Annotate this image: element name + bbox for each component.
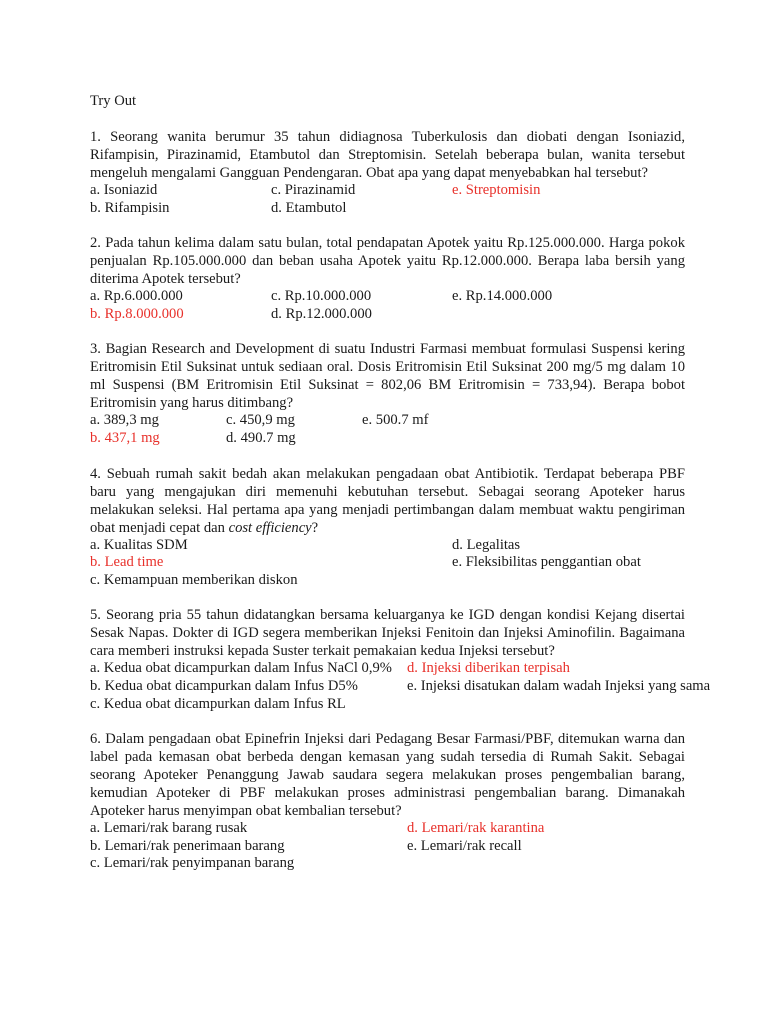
question-4-stem-end: ? xyxy=(311,519,319,536)
question-3-option-e: e. 500.7 mf xyxy=(362,412,429,429)
question-2-options-row-2 xyxy=(90,306,685,324)
question-3-options-row-1 xyxy=(90,412,685,430)
question-1-option-a: a. Isoniazid xyxy=(90,182,158,198)
question-3-option-c: c. 450,9 mg xyxy=(226,412,295,429)
question-5 xyxy=(90,606,711,713)
document-page xyxy=(90,92,711,890)
question-2-option-e: e. Rp.14.000.000 xyxy=(452,288,553,305)
question-3-option-a: a. 389,3 mg xyxy=(90,412,159,429)
question-1-option-e-correct: e. Streptomisin xyxy=(452,182,541,198)
question-5-options-row-3 xyxy=(90,696,685,714)
question-5-stem: 5. Seorang pria 55 tahun didatangkan bersama keluarganya ke IGD dengan kondisi Kejang disertai Sesak Napas. Dokter di IGD segera memberikan Injeksi Fenitoin dan Injeksi Aminofilin. Bagaimana cara memberi instruksi kepada Suster terkait pemakaian kedua Injeksi tersebut? xyxy=(90,607,685,660)
question-2-option-a: a. Rp.6.000.000 xyxy=(90,288,183,305)
question-5-option-d-correct: d. Injeksi diberikan terpisah xyxy=(407,660,570,677)
question-1-options-row-2 xyxy=(90,200,685,218)
question-6-options-row-2 xyxy=(90,838,685,856)
question-3-option-d: d. 490.7 mg xyxy=(226,429,296,446)
question-5-options-row-2 xyxy=(90,677,711,696)
question-2-option-b-correct: b. Rp.8.000.000 xyxy=(90,305,184,322)
question-4-option-a: a. Kualitas SDM xyxy=(90,536,188,553)
question-6-options-row-1 xyxy=(90,820,685,838)
question-6-option-a: a. Lemari/rak barang rusak xyxy=(90,820,248,837)
question-6-option-c: c. Lemari/rak penyimpanan barang xyxy=(90,855,295,872)
question-2-option-d: d. Rp.12.000.000 xyxy=(271,305,372,322)
question-4-option-c: c. Kemampuan memberikan diskon xyxy=(90,571,298,588)
question-1 xyxy=(90,128,685,217)
question-1-option-c: c. Pirazinamid xyxy=(271,182,356,198)
question-1-stem: 1. Seorang wanita berumur 35 tahun didiagnosa Tuberkulosis dan diobati dengan Isoniazid, Rifampisin, Pirazinamid, Etambutol dan Streptomisin. Setelah beberapa bulan, wanita tersebut mengeluh mengalami Gangguan Pendengaran. Obat apa yang dapat menyebabkan hal tersebut? xyxy=(90,129,685,181)
question-1-options-row-1 xyxy=(90,182,685,200)
question-1-option-d: d. Etambutol xyxy=(271,199,347,216)
question-4-stem-text: 4. Sebuah rumah sakit bedah akan melakukan pengadaan obat Antibiotik. Terdapat beberapa PBF baru yang mengajukan diri memenuhi kebutuhan tersebut. Sebagai seorang Apoteker harus melakukan seleksi. Hal pertama apa yang menjadi pertimbangan dalam membuat waktu pengiriman obat menjadi cepat dan xyxy=(90,465,685,536)
question-5-options-row-1 xyxy=(90,660,685,678)
question-6-stem: 6. Dalam pengadaan obat Epinefrin Injeksi dari Pedagang Besar Farmasi/PBF, ditemukan warna dan label pada kemasan obat berbeda dengan kemasan yang sudah tersedia di Rumah Sakit. Sebagai seorang Apoteker Penanggung Jawab saudara segera melakukan proses pengembalian barang, kemudian Apoteker di PBF melakukan proses administrasi pengembalian barang. Dimanakah Apoteker harus menyimpan obat kembalian tersebut? xyxy=(90,731,685,820)
question-4-options-row-1 xyxy=(90,537,685,555)
question-3 xyxy=(90,340,685,447)
document-title: Try Out xyxy=(90,93,137,109)
question-1-option-b: b. Rifampisin xyxy=(90,199,170,216)
question-4-option-e: e. Fleksibilitas penggantian obat xyxy=(452,554,641,571)
question-2-options-row-1 xyxy=(90,288,685,306)
question-2-option-c: c. Rp.10.000.000 xyxy=(271,288,372,305)
question-6 xyxy=(90,730,685,873)
question-5-option-e: e. Injeksi disatukan dalam wadah Injeksi yang sama xyxy=(407,677,711,694)
question-4-options-row-3 xyxy=(90,572,685,590)
question-6-option-d-correct: d. Lemari/rak karantina xyxy=(407,820,545,837)
question-6-options-row-3 xyxy=(90,855,685,873)
question-6-option-e: e. Lemari/rak recall xyxy=(407,837,522,854)
question-6-option-b: b. Lemari/rak penerimaan barang xyxy=(90,837,285,854)
question-5-option-a: a. Kedua obat dicampurkan dalam Infus NaCl 0,9% xyxy=(90,660,392,677)
question-4-stem-emphasis: cost efficiency xyxy=(228,519,312,536)
question-3-options-row-2 xyxy=(90,430,685,448)
question-3-option-b-correct: b. 437,1 mg xyxy=(90,429,160,446)
question-4 xyxy=(90,465,685,590)
question-4-options-row-2 xyxy=(90,554,685,572)
question-5-option-b: b. Kedua obat dicampurkan dalam Infus D5% xyxy=(90,677,358,694)
question-5-option-c: c. Kedua obat dicampurkan dalam Infus RL xyxy=(90,695,346,712)
question-4-stem xyxy=(90,465,685,537)
question-4-option-d: d. Legalitas xyxy=(452,536,521,553)
question-3-stem: 3. Bagian Research and Development di suatu Industri Farmasi membuat formulasi Suspensi kering Eritromisin Etil Suksinat untuk sediaan oral. Dosis Eritromisin Etil Suksinat 200 mg/5 mg dalam 10 ml Suspensi (BM Eritromisin Etil Suksinat = 802,06 BM Eritromisin = 733,94). Berapa bobot Eritromisin yang harus ditimbang? xyxy=(90,341,685,412)
question-4-option-b-correct: b. Lead time xyxy=(90,554,164,571)
question-2 xyxy=(90,234,685,323)
question-2-stem: 2. Pada tahun kelima dalam satu bulan, total pendapatan Apotek yaitu Rp.125.000.000. Harga pokok penjualan Rp.105.000.000 dan beban usaha Apotek yaitu Rp.12.000.000. Berapa laba bersih yang diterima Apotek tersebut? xyxy=(90,235,685,288)
